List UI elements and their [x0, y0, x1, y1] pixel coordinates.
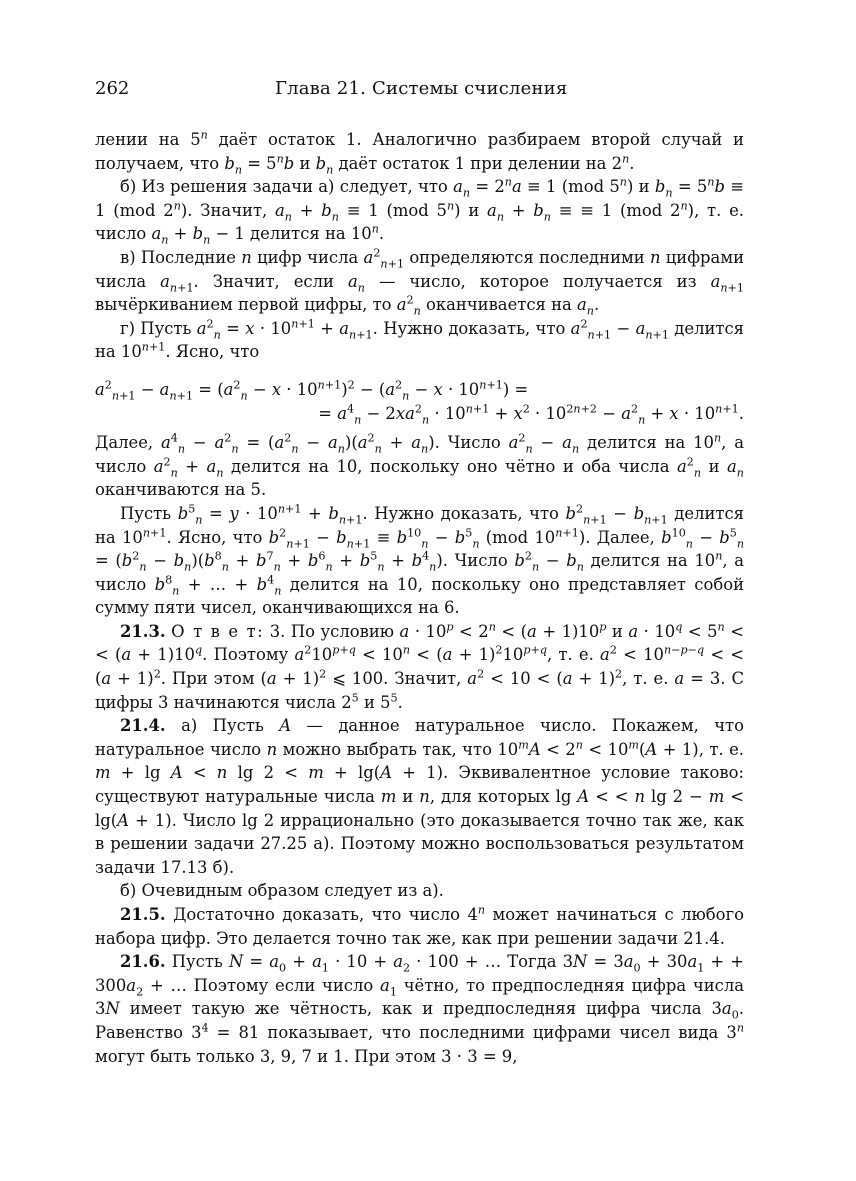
problem-number: 21.4. — [120, 716, 166, 736]
paragraph: г) Пусть $a^2_n = x \cdot 10^{n+1} + a_{n+1}$. Нужно доказать, что $a^2_{n+1} - a_{n+1}$ делится на $10^{n+1}$. Ясно, что — [95, 317, 745, 362]
paragraph: 21.5. Достаточно доказать, что число 4$^n$ может начинаться с любого набора цифр. Это делается точно так же, как при решении задачи 21.4. — [95, 903, 744, 948]
paragraph: 21.6. Пусть $N = a_0 + a_1 \cdot 10 + a_2 \cdot 100$ + … Тогда $3N = 3a_0 + 30a_1$ + + $300a_2$ + … Поэтому если число $a_1$ чётно, то предпоследняя цифра числа 3N имеет такую же чётность, как и предпоследняя цифра числа $3a_0$. Равенство $3^4 = 81$ показывает, что последними цифрами чисел вида 3$^n$ могут быть только 3, 9, 7 и 1. При этом 3 · 3 = 9, — [95, 952, 745, 1066]
answer-label: О т в е т: — [171, 621, 265, 641]
chapter-title: Глава 21. Системы счисления — [275, 78, 568, 99]
paragraph: 21.3. О т в е т: 3. По условию $a \cdot 10^p < 2^n < (a + 1)10^p$ и $a \cdot 10^q < 5^n$ < < $(a + 1)10^q$. Поэтому $a^210^{p+q} < 10^n < (a + 1)^210^{p+q}$, т. е. $a^2 < 10^{n-p-q}$ < < $(a + 1)^2$. При этом $(a + 1)^2$ ⩽ 100. Значит, $a^2 < 10 < (a + 1)^2$, т. е. a = 3. С цифры 3 начинаются числа $2^5$ и $5^5$. — [95, 620, 745, 712]
running-header — [95, 78, 744, 108]
problem-number: 21.6. — [120, 952, 166, 972]
problem-number: 21.5. — [120, 905, 166, 924]
display-equation: $a^2_{n+1} - a_{n+1} = (a^2_n - x \cdot 10^{n+1})^2 - (a^2_n - x \cdot 10^{n+1})$ = = $a^4_n - 2xa^2_n \cdot 10^{n+1} + x^2 \cdot 10^{2n+2} - a^2_n + x \cdot 10^{n+1}$. — [95, 378, 744, 426]
solutions-text — [95, 128, 744, 1068]
paragraph: 21.4. а) Пусть A — данное натуральное число. Покажем, что натуральное число n можно выбрать так, что $10^mA < 2^n < 10^m(A + 1)$, т. е. m + lg A < n lg 2 < m + lg(A + 1). Эквивалентное условие таково: существуют натуральные числа m и n, для которых lg A < < n lg 2 − m < lg(A + 1). Число lg 2 иррационально (это доказывается точно так же, как в решении задачи 27.25 а). Поэтому можно воспользоваться результатом задачи 17.13 б). — [95, 716, 744, 877]
paragraph: лении на 5$^n$ даёт остаток 1. Аналогично разбираем второй случай и получаем, что $b_n = 5^nb$ и $b_n$ даёт остаток 1 при делении на 2$^n$. — [95, 128, 744, 176]
page — [95, 78, 744, 1068]
problem-number: 21.3. — [120, 621, 166, 641]
paragraph: Пусть $b^5_n = y \cdot 10^{n+1} + b_{n+1}$. Нужно доказать, что $b^2_{n+1} - b_{n+1}$ делится на $10^{n+1}$. Ясно, что $b^2_{n+1} - b_{n+1} \equiv b^{10}_n - b^5_n$ (mod $10^{n+1}$). Далее, $b^{10}_n - b^5_n = (b^2_n - b_n)(b^8_n + b^7_n + b^6_n + b^5_n + b^4_n)$. Число $b^2_n - b_n$ делится на 10$^n$, а число $b^8_n$ + … + $b^4_n$ делится на 10, поскольку оно представляет собой сумму пяти чисел, оканчивающихся на 6. — [95, 502, 745, 618]
paragraph: б) Из решения задачи а) следует, что $a_n = 2^na \equiv 1$ (mod 5$^n$) и $b_n = 5^nb \equiv 1$ (mod 2$^n$). Значит, $a_n + b_n \equiv 1$ (mod 5$^n$) и $a_n + b_n$ ≡ ≡ 1 (mod 2$^n$), т. е. число $a_n + b_n - 1$ делится на 10$^n$. — [95, 175, 745, 247]
paragraph: б) Очевидным образом следует из а). — [120, 881, 444, 901]
paragraph: Далее, $a^4_n - a^2_n = (a^2_n - a_n)(a^2_n + a_n)$. Число $a^2_n - a_n$ делится на 10$^n$, а число $a^2_n + a_n$ делится на 10, поскольку оно чётно и оба числа $a^2_n$ и $a_n$ оканчиваются на 5. — [95, 431, 745, 500]
page-number: 262 — [95, 78, 130, 99]
paragraph: в) Последние n цифр числа $a^2_{n+1}$ определяются последними n цифрами числа $a_{n+1}$. Значит, если $a_n$ — число, которое получается из $a_{n+1}$ вычёркиванием первой цифры, то $a^2_n$ оканчивается на $a_n$. — [95, 246, 744, 318]
